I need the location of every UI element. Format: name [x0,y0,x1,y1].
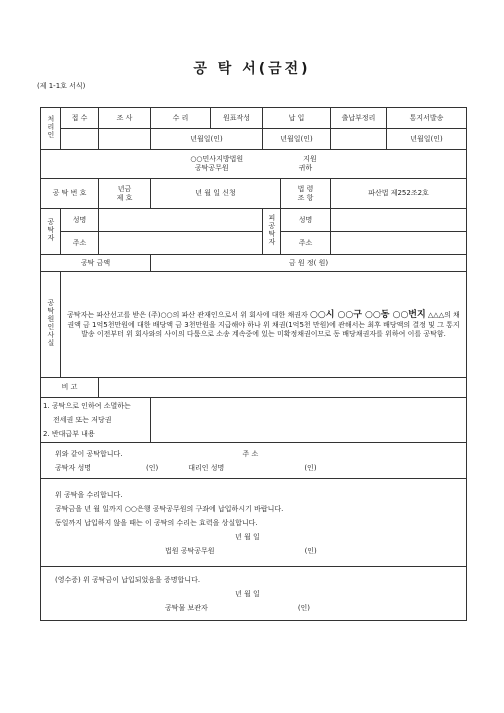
depositee-address-field[interactable] [331,232,467,255]
court-honorific: 귀하 [298,164,313,172]
creditor-address: ○○시 ○○구 ○○동 ○○번지 [309,310,426,321]
court-branch: 지원 [303,155,317,164]
header-receipt: 접 수 [61,108,99,129]
court-address [41,150,467,179]
header-ledger-creation: 원표작성 [211,108,263,129]
depositor-name-field[interactable] [99,209,263,232]
deposit-number-field: 년금 제 호 [99,179,151,209]
date-cell-empty-1[interactable] [61,129,99,150]
date-cell-notice[interactable]: 년월일(인) [387,129,467,150]
date-cell-empty-2[interactable] [99,129,151,150]
cause-text: 공탁자는 파산선고를 받은 (주)○○의 파산 관재인으로서 위 회사에 대한 채권자 ○○시 ○○구 ○○동 ○○번지 △△△의 채권액 금 1억5천만원에 대한 배당액 금 3천만원을 지급해야 하나 위 채권(1억5천 만원)에 관해서는 최후 배당액의 결정 및 그 통지 발송 이전부터 위 회사와의 사이의 다툼으로 소송 계속중에 있는 미확정채권이므로 동 배당채권자를 위하여 이를 공탁함. [61,272,467,378]
document-title: 공 탁 서(금전) [193,61,311,77]
notes-cell: 1. 공탁으로 인하여 소멸하는 전세권 또는 저당권 2. 반대급부 내용 [41,398,151,443]
acceptance-cell: 위 공탁을 수리합니다. 공탁금을 년 월 일까지 ○○은행 공탁공무원의 구좌에 납입하시기 바랍니다. 동일까지 납입하지 않을 때는 이 공탁의 수리는 효력을 상실합니다. 년 월 일 법원 공탁공무원 (인) [41,479,467,567]
header-cashbook: 출납부정리 [331,108,387,129]
law-value[interactable]: 파산법 제252조2호 [331,179,467,209]
header-investigation: 조 사 [99,108,151,129]
depositee-name-field[interactable] [331,209,467,232]
date-cell-acceptance[interactable]: 년월일(인) [151,129,263,150]
depositor-address-field[interactable] [99,232,263,255]
deposit-form-table [40,107,467,621]
date-cell-empty-3[interactable] [331,129,387,150]
depositee-address-label: 주소 [281,232,331,255]
application-date[interactable]: 년 월 일 신청 [151,179,281,209]
form-number: (제 1-1호 서식) [37,82,86,90]
depositor-name-label: 성명 [61,209,99,232]
depositee-label: 피공탁자 [263,209,281,255]
declaration-cell: 위와 같이 공탁합니다. 주 소 공탁자 성명 (인) 대리인 성명 (인) [41,443,467,479]
remarks-label: 비 고 [41,378,99,398]
court-officer: 공탁공무원 [194,164,229,172]
depositor-address-label: 주소 [61,232,99,255]
receipt-cell: (영수증) 위 공탁금이 납입되었음을 증명합니다. 년 월 일 공탁물 보관자 (인) [41,567,467,621]
amount-value[interactable]: 금 원 정( 원) [151,255,467,272]
processing-label: 처리인 [41,108,61,150]
cause-label: 공탁원인사실 [41,272,61,378]
date-cell-payment[interactable]: 년월일(인) [263,129,331,150]
law-label: 법 령 조 항 [281,179,331,209]
amount-label: 공탁 금액 [41,255,151,272]
depositee-name-label: 성명 [281,209,331,232]
deposit-number-label: 공 탁 번 호 [41,179,99,209]
depositor-label: 공탁자 [41,209,61,255]
header-acceptance: 수 리 [151,108,211,129]
remarks-field[interactable] [99,378,467,398]
header-payment: 납 입 [263,108,331,129]
notes-field[interactable] [151,398,467,443]
header-notice: 통지서발송 [387,108,467,129]
court-name: ○○민사지방법원 [190,155,244,164]
